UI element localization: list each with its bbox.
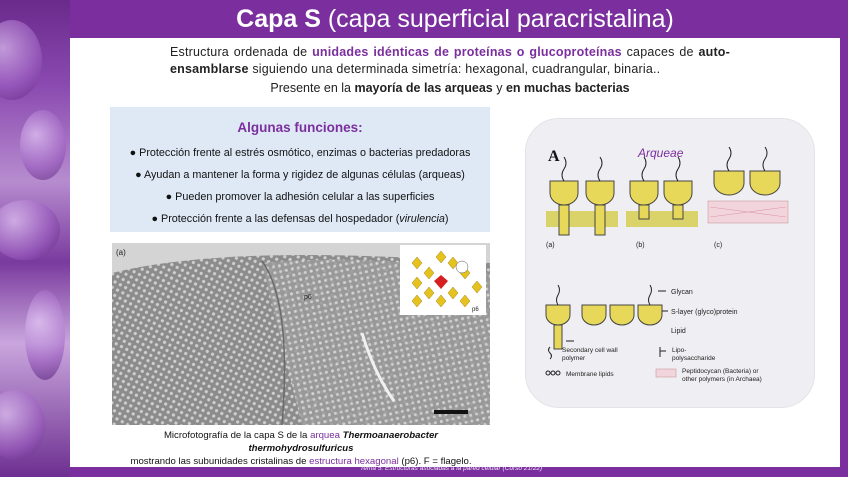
- legend-lipo-line2: polysaccharide: [672, 355, 716, 362]
- footer-text: Tema 5: Estructuras asociadas a la pared celular (Curso 21/22): [360, 465, 543, 472]
- micrograph-p6-label: p6: [304, 294, 312, 301]
- hexagonal-lattice-inset: [400, 245, 486, 315]
- panel-b-label: (b): [636, 242, 645, 249]
- function-item: ● Protección frente al estrés osmótico, enzimas o bacterias predadoras: [129, 147, 471, 159]
- diagram-heading: Arqueae: [638, 146, 684, 160]
- s-layer-diagram: [525, 118, 815, 408]
- legend-secondary-line2: polymer: [562, 355, 586, 362]
- page-title: Capa S (capa superficial paracristalina): [236, 5, 674, 33]
- micrograph-image: [112, 243, 490, 425]
- legend-lipo-line1: Lipo-: [672, 347, 687, 354]
- diagram-letter: A: [548, 148, 560, 165]
- legend-pepti-line2: other polymers (in Archaea): [682, 376, 762, 383]
- micrograph-caption: Microfotografía de la capa S de la arquea Thermoanaerobacter thermohydrosulfuricus mostrando las subunidades cristalinas de estructura hexagonal (p6). F = flagelo.: [130, 430, 472, 467]
- label-s-layer: S-layer (glyco)protein: [671, 309, 738, 316]
- panel-a-label: (a): [546, 242, 555, 249]
- label-glycan: Glycan: [671, 289, 693, 296]
- micrograph-corner-label: (a): [116, 248, 126, 257]
- label-lipid: Lipid: [671, 328, 686, 335]
- presence-statement: Presente en la mayoría de las arqueas y en muchas bacterias: [270, 81, 630, 95]
- function-item: ● Ayudan a mantener la forma y rigidez de algunas células (arqueas): [135, 169, 465, 181]
- legend-secondary-line1: Secondary cell wall: [562, 347, 618, 354]
- decorative-cell-strip: [0, 0, 70, 477]
- function-item: ● Protección frente a las defensas del hospedador (virulencia): [151, 213, 449, 225]
- right-frame: [840, 0, 848, 477]
- inset-p6-label: p6: [472, 307, 479, 313]
- function-item: ● Pueden promover la adhesión celular a las superficies: [165, 191, 435, 203]
- panel-c-label: (c): [714, 242, 723, 249]
- functions-title: Algunas funciones:: [237, 120, 363, 135]
- functions-box: [110, 107, 490, 232]
- intro-paragraph: Estructura ordenada de unidades idénticas de proteínas o glucoproteínas capaces de auto-ensamblarse siguiendo una determinada simetría: hexagonal, cuadrangular, binaria..: [170, 45, 731, 76]
- legend-membrane: Membrane lipids: [566, 371, 614, 378]
- legend-pepti-line1: Peptidocycan (Bacteria) or: [682, 368, 759, 375]
